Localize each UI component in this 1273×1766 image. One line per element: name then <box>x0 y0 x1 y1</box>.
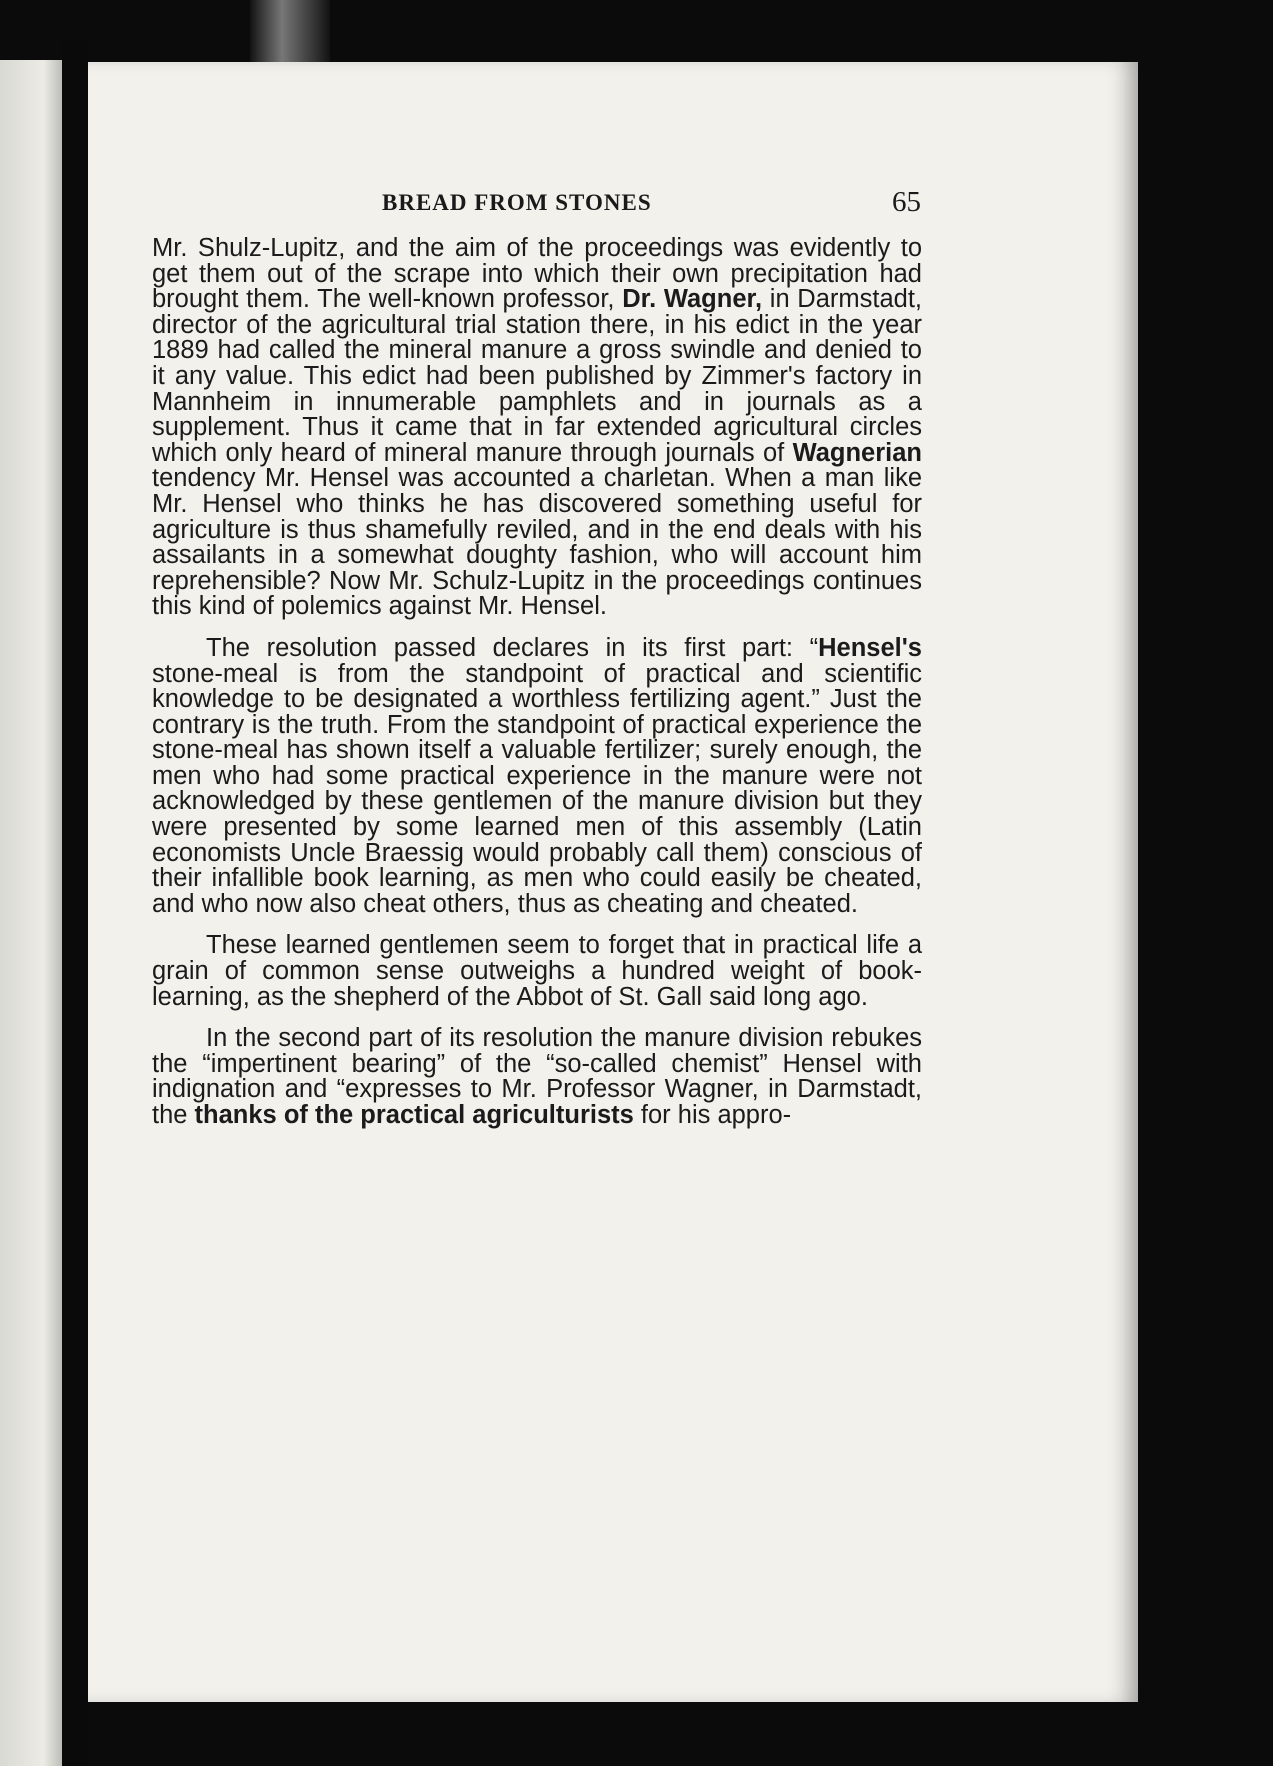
paragraph-2 <box>152 633 922 918</box>
bold-text-run: Hensel's <box>818 633 922 662</box>
text-run: The resolution passed declares in its first part: “ <box>206 633 819 662</box>
scan-artifact <box>250 0 330 62</box>
paragraph-4 <box>152 1026 922 1128</box>
text-run: for his appro- <box>633 1101 792 1129</box>
body-text <box>152 236 922 1145</box>
text-run: tendency Mr. Hensel was accounted a charletan. When a man like Mr. Hensel who thinks he has discovered something useful for agriculture is thus shamefully reviled, and in the end deals with his assailants in a somewhat doughty fashion, who will account him reprehensible? Now Mr. Schulz-Lupitz in the proceedings continues this kind of polemics against Mr. Hensel. <box>152 464 922 621</box>
bold-text-run: Wagnerian <box>792 438 922 467</box>
paragraph-3 <box>152 933 922 1010</box>
page-number: 65 <box>892 186 921 218</box>
text-run: Mr. Shulz-Lupitz, and the aim of the proceedings was evidently to get them out of the scrape into which their own precipitation had brought them. The well-known professor, <box>152 234 922 314</box>
book-gutter <box>62 40 88 1766</box>
text-run: In the second part of its resolution the manure division rebukes the “impertinent bearing” of the “so-called chemist” Hensel with indignation and “expresses to Mr. Professor Wagner, in Darmstadt, the <box>152 1024 922 1129</box>
bold-text-run: thanks of the practical agriculturists <box>194 1101 634 1129</box>
facing-page-edge <box>0 60 62 1766</box>
text-run: in Darmstadt, director of the agricultural trial station there, in his edict in the year 1889 had called the mineral manure a gross swindle and denied to it any value. This edict had been published by Zimmer's factory in Mannheim in innumerable pamphlets and in journals as a supplement. Thus it came that in far extended agricultural circles which only heard of mineral manure through journals of <box>152 285 923 467</box>
bold-text-run: Dr. Wagner, <box>622 285 763 314</box>
running-head: BREAD FROM STONES <box>382 190 652 215</box>
text-run: These learned gentlemen seem to forget that in practical life a grain of common sense outweighs a hundred weight of book-learning, as the shepherd of the Abbot of St. Gall said long ago. <box>152 931 922 1011</box>
text-run: stone-meal is from the standpoint of practical and scientific knowledge to be designated a worthless fertilizing agent.” Just the contrary is the truth. From the standpoint of practical experience the stone-meal has shown itself a valuable fertilizer; surely enough, the men who had some practical experience in the manure were not acknowledged by these gentlemen of the manure division but they were presented by some learned men of this assembly (Latin economists Uncle Braessig would probably call them) conscious of their infallible book learning, as men who could easily be cheated, and who now also cheat others, thus as cheating and cheated. <box>152 659 922 918</box>
paragraph-1 <box>152 236 922 620</box>
